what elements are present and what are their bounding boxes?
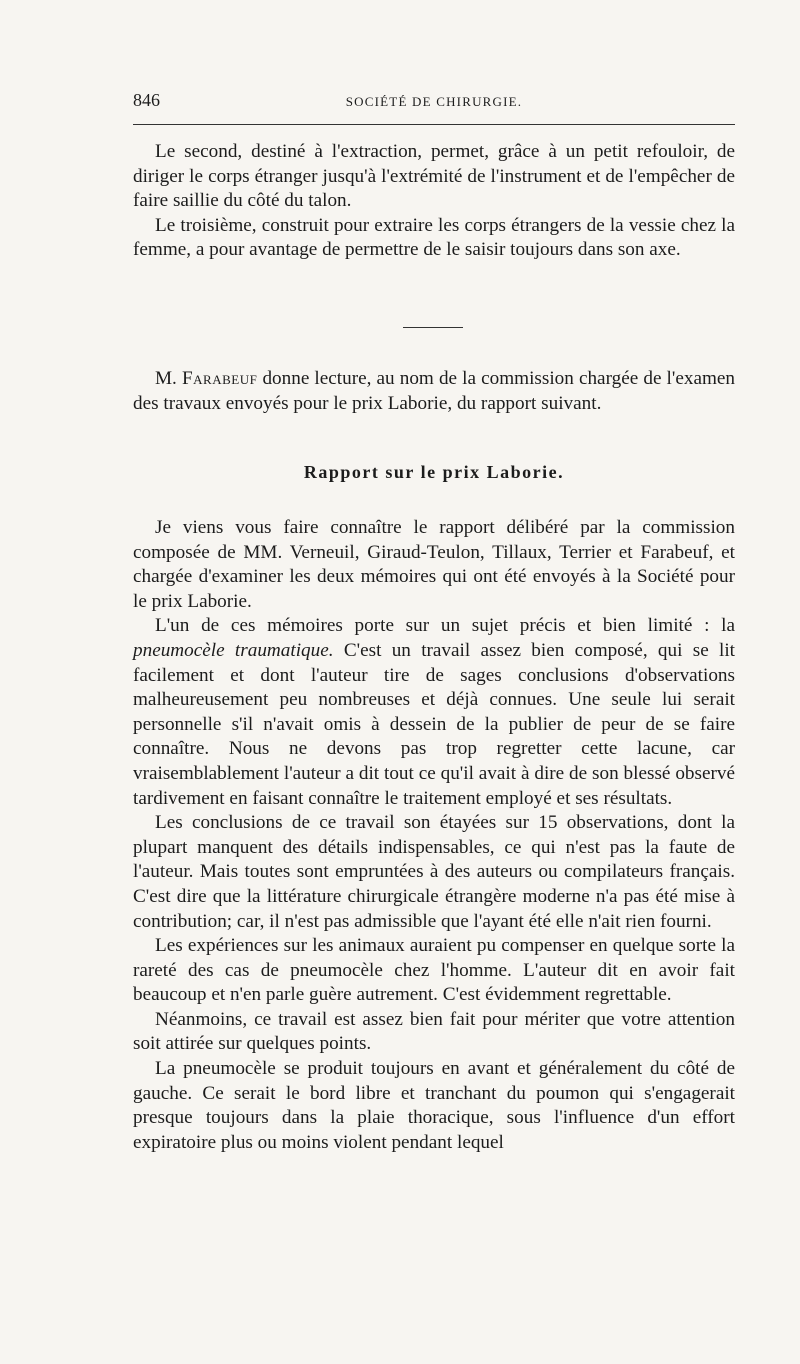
report-paragraph: Je viens vous faire connaître le rapport délibéré par la commission composée de MM. Verneuil, Giraud-Teulon, Tillaux, Terrier et Farabeuf, et chargée d'examiner les deux mémoires qui ont été envoyés à la Société pour le prix Laborie. — [133, 517, 735, 612]
report-paragraph: La pneumocèle se produit toujours en avant et généralement du côté de gauche. Ce serait le bord libre et tranchant du poumon qui s'engagerait presque toujours dans la plaie thoracique, sous l'influence d'un effort expiratoire plus ou moins violent pendant lequel — [133, 1058, 735, 1153]
intro-paragraph: Le troisième, construit pour extraire les corps étrangers de la vessie chez la femme, a pour avantage de permettre de le saisir toujours dans son axe. — [133, 214, 735, 261]
lecture-paragraph — [133, 367, 735, 416]
page-number: 846 — [133, 90, 160, 110]
intro-paragraph: Le second, destiné à l'extraction, permet, grâce à un petit refouloir, de diriger le corps étranger jusqu'à l'extrémité de l'instrument et de l'empêcher de faire saillie du côté du talon. — [133, 141, 735, 212]
report-paragraph — [133, 614, 735, 811]
report-paragraph: Néanmoins, ce travail est assez bien fait pour mériter que votre attention soit attirée sur quelques points. — [133, 1008, 735, 1055]
report-paragraph: Les expériences sur les animaux auraient pu compenser en quelque sorte la rareté des cas de pneumocèle chez l'homme. L'auteur dit en avoir fait beaucoup et n'en parle guère autrement. C'est évidemment regrettable. — [133, 935, 735, 1006]
report-paragraph: Les conclusions de ce travail son étayées sur 15 observations, dont la plupart manquent des détails indispensables, ce qui n'est pas la faute de l'auteur. Mais toutes sont empruntées à des auteurs ou compilateurs français. C'est dire que la littérature chirurgicale étrangère moderne n'a pas été mise à contribution; car, il n'est pas admissible que l'ayant été elle n'ait rien fourni. — [133, 812, 735, 932]
lecture-text: donne lecture, au nom de la commission chargée de l'examen des travaux envoyés pour le prix Laborie, du rapport suivant. — [133, 368, 736, 414]
speaker-prefix: M. — [155, 368, 177, 389]
italic-term: pneumocèle traumatique. — [133, 639, 334, 661]
intro-block — [133, 140, 735, 263]
running-head: SOCIÉTÉ DE CHIRURGIE. — [345, 94, 523, 109]
section-title: Rapport sur le prix Laborie. — [303, 462, 565, 482]
page-header — [133, 90, 735, 116]
report-text: L'un de ces mémoires porte sur un sujet précis et bien limité : la — [155, 615, 735, 637]
report-block — [133, 516, 735, 1155]
separator-rule — [403, 327, 463, 328]
report-text: C'est un travail assez bien composé, qui se lit facilement et dont l'auteur tire de sages conclusions d'observations malheureusement peu nombreuses et déjà connues. Une seule lui serait personnelle s'il n'avait omis à dessein de la publier de peur de se faire connaître. Nous ne devons pas trop regretter cette lacune, car vraisemblablement l'auteur a dit tout ce qu'il avait à dire de son blessé observé tardivement en faisant connaître le traitement employé et ses résultats. — [133, 639, 736, 809]
lecture-block — [133, 367, 735, 416]
header-rule — [133, 124, 735, 125]
speaker-name: Farabeuf — [181, 368, 258, 389]
